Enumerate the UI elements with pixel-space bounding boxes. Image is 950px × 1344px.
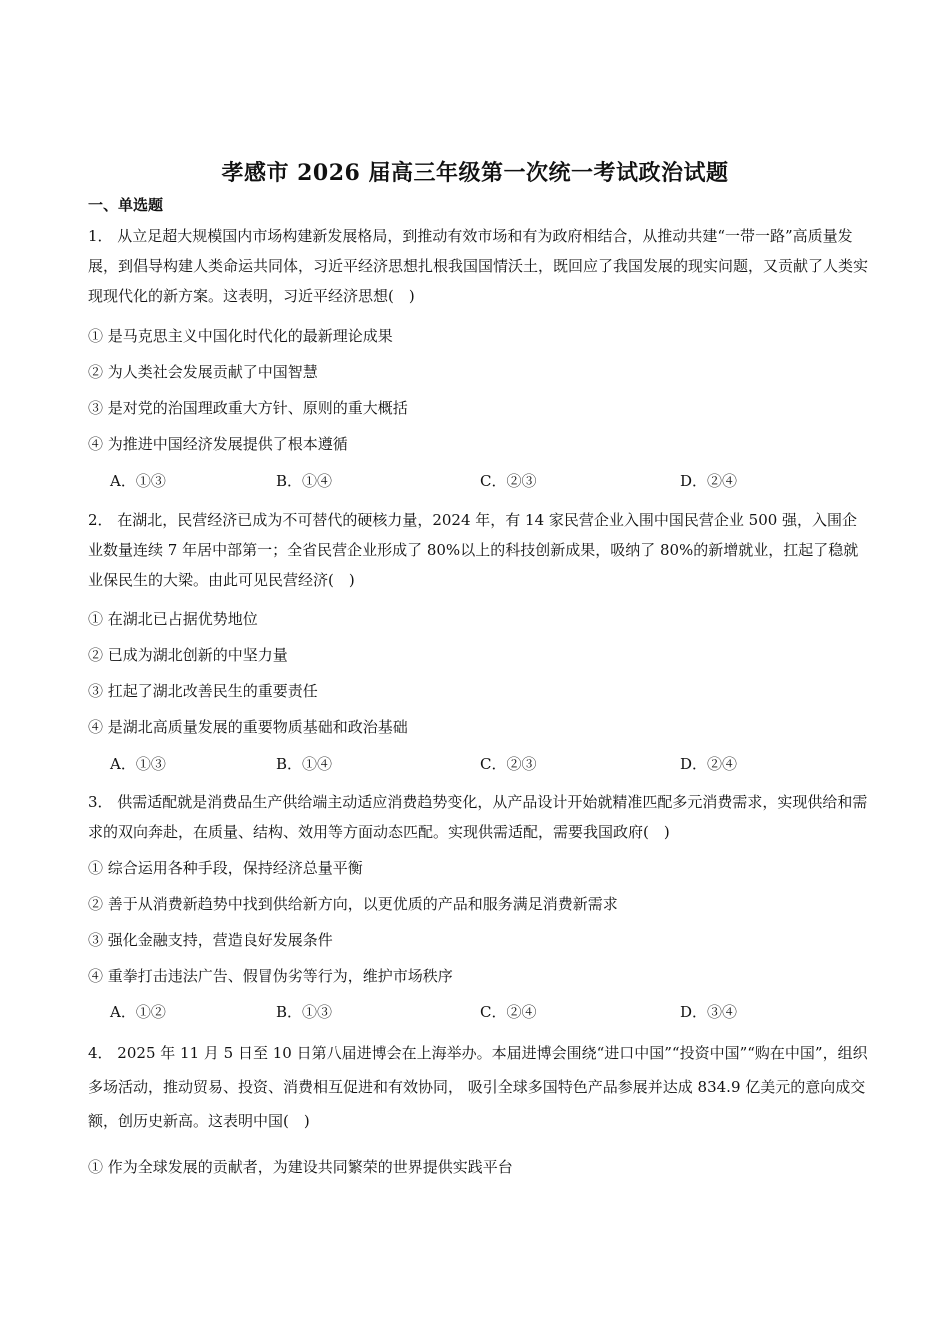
question-3-option-2: ② 善于从消费新趋势中找到供给新方向，以更优质的产品和服务满足消费新需求 bbox=[88, 895, 618, 913]
question-1-choice-c: C．②③ bbox=[480, 472, 537, 490]
question-2-choice-b: B．①④ bbox=[276, 755, 333, 773]
question-1-option-4: ④ 为推进中国经济发展提供了根本遵循 bbox=[88, 435, 348, 453]
question-3-option-3: ③ 强化金融支持，营造良好发展条件 bbox=[88, 931, 333, 949]
question-3-option-4: ④ 重拳打击违法广告、假冒伪劣等行为，维护市场秩序 bbox=[88, 967, 453, 985]
question-3-stem: 3． 供需适配就是消费品生产供给端主动适应消费趋势变化，从产品设计开始就精准匹配多元消费需求，实现供给和需求的双向奔赴，在质量、结构、效用等方面动态匹配。实现供需适配，需要我国政府( ) bbox=[88, 793, 868, 841]
page-title: 孝感市 2026 届高三年级第一次统一考试政治试题 bbox=[221, 160, 729, 186]
section-heading: 一、单选题 bbox=[88, 196, 164, 214]
question-1-choice-a: A．①③ bbox=[110, 472, 166, 490]
question-2-choice-d: D．②④ bbox=[680, 755, 738, 773]
question-2-option-1: ① 在湖北已占据优势地位 bbox=[88, 610, 258, 628]
question-2-choices bbox=[88, 753, 848, 775]
question-3-choices bbox=[88, 1001, 848, 1023]
question-3-option-1: ① 综合运用各种手段，保持经济总量平衡 bbox=[88, 859, 363, 877]
question-3-choice-c: C．②④ bbox=[480, 1003, 537, 1021]
question-2-choice-a: A．①③ bbox=[110, 755, 166, 773]
question-1-choices bbox=[88, 470, 848, 492]
question-1-stem: 1． 从立足超大规模国内市场构建新发展格局，到推动有效市场和有为政府相结合，从推动共建“一带一路”高质量发展，到倡导构建人类命运共同体，习近平经济思想扎根我国国情沃土，既回应了我国发展的现实问题，又贡献了人类实现现代化的新方案。这表明，习近平经济思想( ) bbox=[88, 227, 869, 305]
question-1-option-1: ① 是马克思主义中国化时代化的最新理论成果 bbox=[88, 327, 393, 345]
question-3-choice-b: B．①③ bbox=[276, 1003, 333, 1021]
question-2-stem: 2． 在湖北，民营经济已成为不可替代的硬核力量，2024 年，有 14 家民营企业入围中国民营企业 500 强，入围企业数量连续 7 年居中部第一；全省民营企业形成了 80%以上的科技创新成果，吸纳了 80%的新增就业，扛起了稳就业保民生的大梁。由此可见民营经济( ) bbox=[88, 511, 859, 589]
question-2-choice-c: C．②③ bbox=[480, 755, 537, 773]
question-2-option-2: ② 已成为湖北创新的中坚力量 bbox=[88, 646, 288, 664]
question-2-option-4: ④ 是湖北高质量发展的重要物质基础和政治基础 bbox=[88, 718, 408, 736]
question-4-stem: 4． 2025 年 11 月 5 日至 10 日第八届进博会在上海举办。本届进博会围绕“进口中国”“投资中国”“购在中国”，组织多场活动，推动贸易、投资、消费相互促进和有效协同， 吸引全球多国特色产品参展并达成 834.9 亿美元的意向成交额，创历史新高。这表明中国( ) bbox=[88, 1044, 868, 1130]
question-1-option-3: ③ 是对党的治国理政重大方针、原则的重大概括 bbox=[88, 399, 408, 417]
question-1-option-2: ② 为人类社会发展贡献了中国智慧 bbox=[88, 363, 318, 381]
question-3-choice-d: D．③④ bbox=[680, 1003, 738, 1021]
question-2-option-3: ③ 扛起了湖北改善民生的重要责任 bbox=[88, 682, 318, 700]
question-3-choice-a: A．①② bbox=[110, 1003, 166, 1021]
question-1-choice-d: D．②④ bbox=[680, 472, 738, 490]
question-1-choice-b: B．①④ bbox=[276, 472, 333, 490]
question-4-option-1: ① 作为全球发展的贡献者，为建设共同繁荣的世界提供实践平台 bbox=[88, 1158, 513, 1176]
